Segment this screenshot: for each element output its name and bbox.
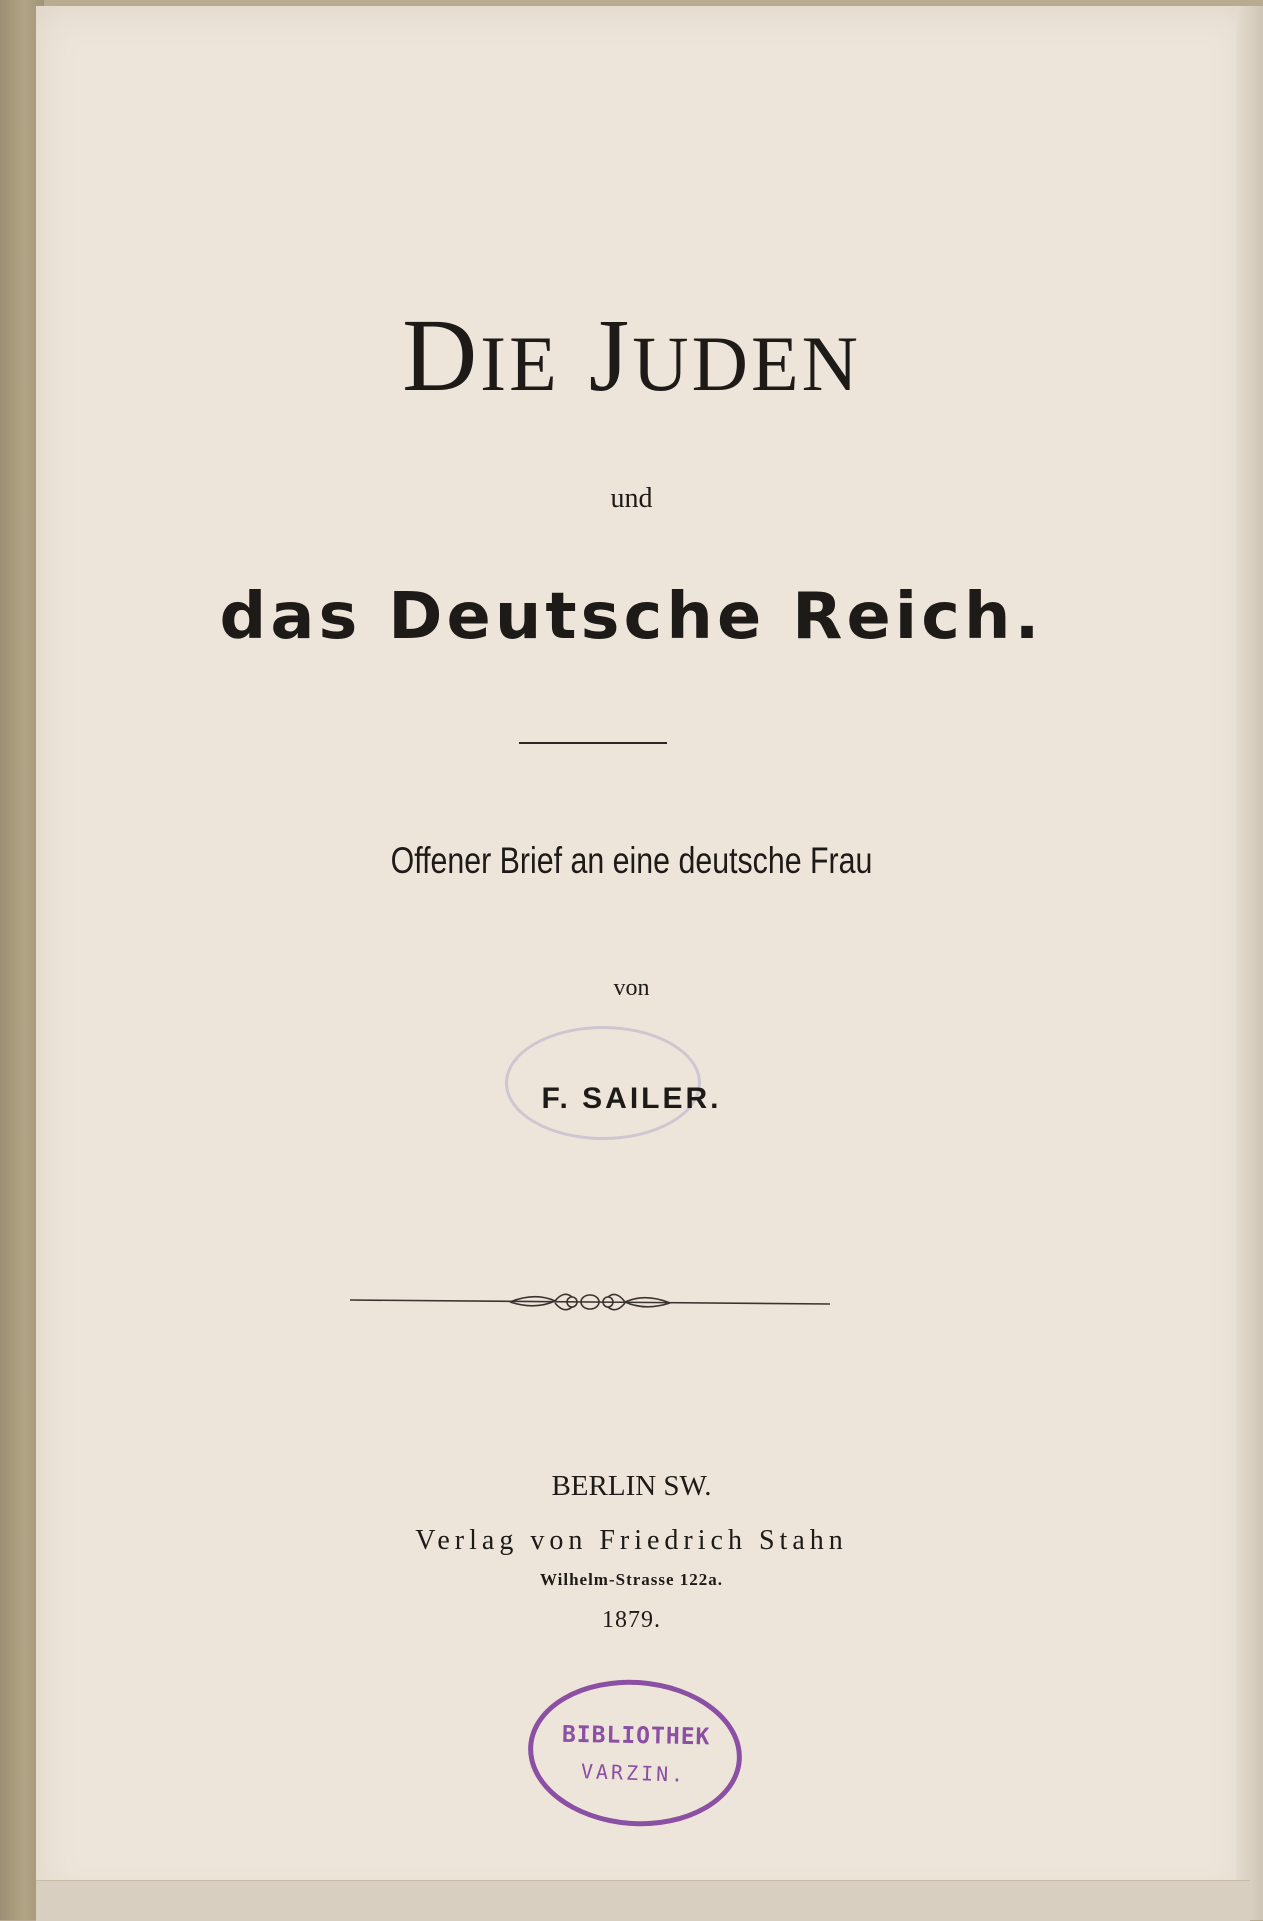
by-line: von: [613, 975, 650, 1001]
ornament-divider: [350, 1284, 830, 1320]
imprint-year: 1879.: [602, 1607, 661, 1633]
page-edge-bottom: [36, 1880, 1250, 1921]
imprint-street: Wilhelm-Strasse 122a.: [539, 1570, 724, 1589]
title-connector: und: [610, 483, 653, 514]
stamp-line-2: VARZIN.: [580, 1759, 687, 1787]
divider-rule: [519, 742, 667, 744]
imprint-city: BERLIN SW.: [551, 1470, 712, 1502]
author-name: F. SAILER.: [541, 1082, 722, 1115]
book-title-line2: das Deutsche Reich.: [219, 580, 1044, 654]
imprint-publisher: Verlag von Friedrich Stahn: [415, 1525, 848, 1556]
book-title: DIE JUDEN: [402, 298, 861, 413]
subtitle: Offener Brief an eine deutsche Frau: [390, 840, 873, 881]
stamp-line-1: BIBLIOTHEK: [561, 1721, 711, 1751]
